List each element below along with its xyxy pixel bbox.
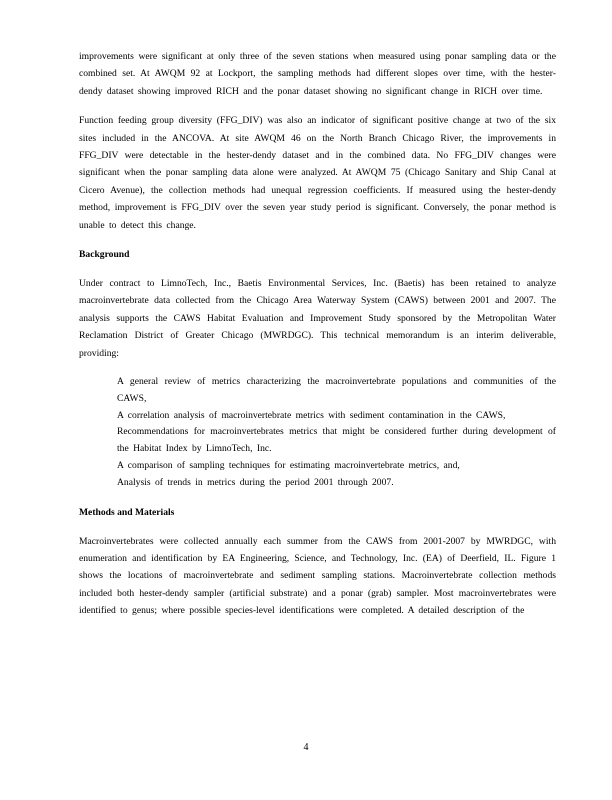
list-item: A correlation analysis of macroinvertebrate metrics with sediment contamination in the CAWS, <box>117 409 506 421</box>
list-item: Analysis of trends in metrics during the period 2001 through 2007. <box>117 476 394 488</box>
list-item: A comparison of sampling techniques for estimating macroinvertebrate metrics, and, <box>117 460 460 472</box>
paragraph-methods: Macroinvertebrates were collected annually each summer from the CAWS from 2001-2007 by MWRDGC, with enumeration and identification by EA Engineering, Science, and Technology, Inc. (EA) of Deerfield, IL. Figure 1 shows the locations of macroinvertebrate and sediment sampling stations. Macroinvertebrate collection methods included both hester-dendy sampler (artificial substrate) and a ponar (grab) sampler. Most macroinvertebrates were identified to genus; where possible species-level identifications were completed. A detailed description of the <box>79 535 556 617</box>
paragraph-background: Under contract to LimnoTech, Inc., Baetis Environmental Services, Inc. (Baetis) has been retained to analyze macroinvertebrate data collected from the Chicago Area Waterway System (CAWS) between 2001 and 2007. The analysis supports the CAWS Habitat Evaluation and Improvement Study sponsored by the Metropolitan Water Reclamation District of Greater Chicago (MWRDGC). This technical memorandum is an interim deliverable, providing: <box>79 278 556 359</box>
list-item: Recommendations for macroinvertebrates metrics that might be considered further during development of the Habitat Index by LimnoTech, Inc. <box>117 426 556 455</box>
paragraph-ffg-div-results: Function feeding group diversity (FFG_DIV) was also an indicator of significant positive change at two of the six sites included in the ANCOVA. At site AWQM 46 on the North Branch Chicago River, the improvements in FFG_DIV were detectable in the hester-dendy dataset and in the combined data. No FFG_DIV changes were significant when the ponar sampling data alone were analyzed. At AWQM 75 (Chicago Sanitary and Ship Canal at Cicero Avenue), the collection methods had unequal regression coefficients. If measured using the hester-dendy method, improvement is FFG_DIV over the seven year study period is significant. Conversely, the ponar method is unable to detect this change. <box>79 115 556 231</box>
deliverables-list <box>79 374 556 492</box>
list-item: A general review of metrics characterizing the macroinvertebrate populations and communities of the CAWS, <box>117 376 556 404</box>
heading-background: Background <box>79 249 130 261</box>
heading-methods-and-materials: Methods and Materials <box>79 506 175 518</box>
page-number: 4 <box>303 742 309 753</box>
paragraph-rich-results: improvements were significant at only three of the seven stations when measured using ponar sampling data or the combined set. At AWQM 92 at Lockport, the sampling methods had different slopes over time, with the hester-dendy dataset showing improved RICH and the ponar dataset showing no significant change in RICH over time. <box>79 51 556 97</box>
document-page <box>79 48 556 620</box>
